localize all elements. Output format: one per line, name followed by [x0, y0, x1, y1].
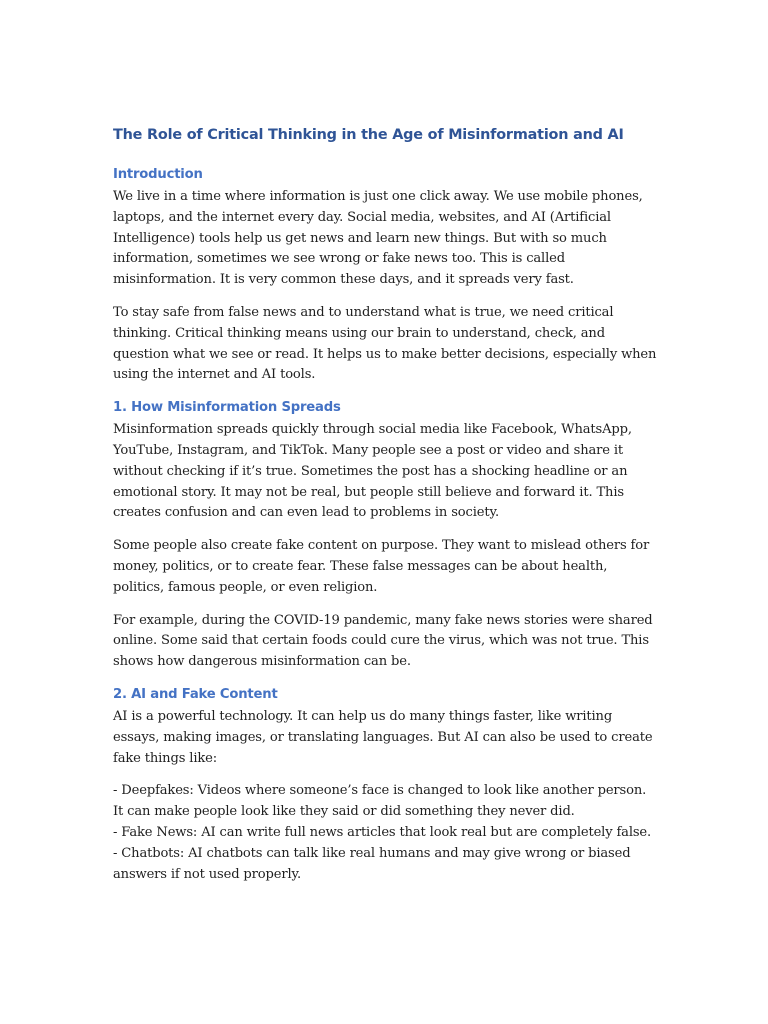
list-item: - Chatbots: AI chatbots can talk like real humans and may give wrong or biased answers if not used properly. [113, 845, 631, 882]
paragraph: To stay safe from false news and to understand what is true, we need critical thinking. Critical thinking means using our brain to understand, check, and question what we see or read. It helps us to make better decisions, especially when using the internet and AI tools. [113, 304, 657, 383]
paragraph: AI is a powerful technology. It can help us do many things faster, like writing essays, making images, or translating languages. But AI can also be used to create fake things like: [113, 708, 653, 766]
paragraph: We live in a time where information is just one click away. We use mobile phones, laptops, and the internet every day. Social media, websites, and AI (Artificial Intelligence) tools help us get news and learn new things. But with so much information, sometimes we see wrong or fake news too. This is called misinformation. It is very common these days, and it spreads very fast. [113, 189, 643, 288]
list-item: - Fake News: AI can write full news articles that look real but are completely false. [113, 824, 652, 840]
section-heading-ai-and-fake-content: 2. AI and Fake Content [113, 686, 278, 702]
document-body [113, 124, 658, 885]
paragraph: Misinformation spreads quickly through social media like Facebook, WhatsApp, YouTube, Instagram, and TikTok. Many people see a post or video and share it without checking if it’s true. Sometimes the post has a shocking headline or an emotional story. It may not be real, but people still believe and forward it. This creates confusion and can even lead to problems in society. [113, 422, 632, 521]
paragraph: Some people also create fake content on purpose. They want to mislead others for money, politics, or to create fear. These false messages can be about health, politics, famous people, or even religion. [113, 538, 650, 595]
paragraph: For example, during the COVID-19 pandemic, many fake news stories were shared online. Some said that certain foods could cure the virus, which was not true. This shows how dangerous misinformation can be. [113, 612, 653, 670]
section-heading-introduction: Introduction [113, 167, 203, 182]
list-item: - Deepfakes: Videos where someone’s face is changed to look like another person. It can make people look like they said or did something they never did. [113, 783, 647, 820]
document-title: The Role of Critical Thinking in the Age of Misinformation and AI [113, 127, 624, 143]
section-heading-how-misinformation-spreads: 1. How Misinformation Spreads [113, 400, 341, 416]
